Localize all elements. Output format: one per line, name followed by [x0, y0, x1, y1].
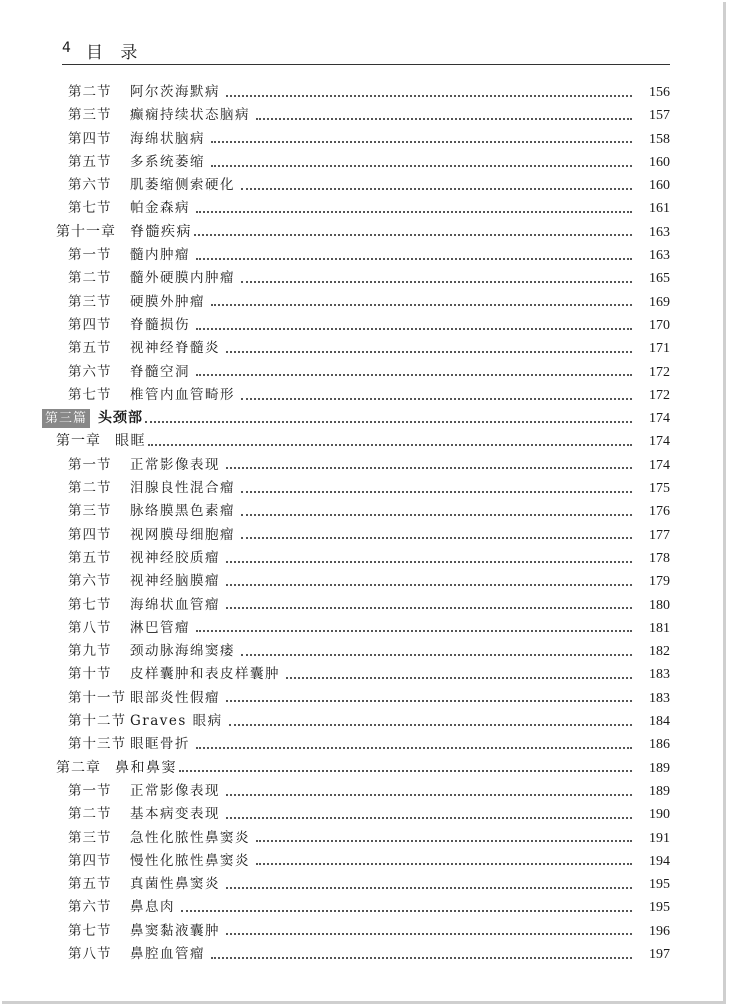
toc-section-row[interactable]: [0, 873, 670, 896]
toc-entry-number: 第七节: [68, 200, 112, 217]
toc-entry-label: [68, 710, 223, 733]
toc-entry-label: [68, 687, 220, 710]
toc-entry-title: 视网膜母细胞瘤: [130, 526, 235, 543]
dot-leader: [226, 933, 632, 935]
toc-section-row[interactable]: [0, 454, 670, 477]
toc-page-number: 157: [649, 108, 670, 124]
toc-section-row[interactable]: [0, 197, 670, 220]
toc-section-row[interactable]: [0, 780, 670, 803]
dot-leader: [241, 654, 632, 656]
toc-page-number: 169: [649, 294, 670, 310]
toc-entry-label: [68, 174, 235, 197]
toc-entry-number: 第七节: [68, 922, 112, 939]
toc-entry-title: 急性化脓性鼻窦炎: [130, 829, 250, 846]
toc-entry-label: [68, 803, 220, 826]
toc-section-row[interactable]: [0, 267, 670, 290]
toc-entry-number: 第七节: [68, 386, 112, 403]
toc-section-row[interactable]: [0, 640, 670, 663]
toc-entry-number: 第五节: [68, 549, 112, 566]
toc-entry-title: 眼眶骨折: [130, 736, 190, 753]
dot-leader: [241, 281, 632, 283]
toc-page-number: 191: [649, 830, 670, 846]
toc-entry-number: 第三节: [68, 503, 112, 520]
toc-entry-number: 第三节: [68, 293, 112, 310]
toc-entry-number: 第十二节: [68, 713, 126, 730]
toc-section-row[interactable]: [0, 827, 670, 850]
toc-chapter-row[interactable]: [0, 430, 670, 453]
page-number: 4: [62, 40, 71, 56]
toc-page-number: 161: [649, 201, 670, 217]
toc-entry-number: 第二节: [68, 480, 112, 497]
dot-leader: [226, 887, 632, 889]
toc-entry-label: [68, 151, 205, 174]
dot-leader: [241, 188, 632, 190]
toc-section-row[interactable]: [0, 920, 670, 943]
toc-chapter-row[interactable]: [0, 757, 670, 780]
toc-page-number: 165: [649, 271, 670, 287]
toc-entry-title: 泪腺良性混合瘤: [130, 480, 235, 497]
toc-entry-label: [68, 361, 190, 384]
toc-page-number: 170: [649, 317, 670, 333]
toc-entry-label: [68, 617, 190, 640]
toc-page-number: 160: [649, 178, 670, 194]
toc-page-number: 183: [649, 690, 670, 706]
dot-leader: [226, 794, 632, 796]
toc-entry-number: 第六节: [68, 573, 112, 590]
toc-entry-number: 第五节: [68, 876, 112, 893]
toc-entry-title: Graves 眼病: [130, 713, 223, 730]
toc-page-number: 189: [649, 783, 670, 799]
dot-leader: [196, 258, 632, 260]
toc-section-row[interactable]: [0, 128, 670, 151]
toc-page-number: 172: [649, 364, 670, 380]
dot-leader: [241, 514, 632, 516]
dot-leader: [148, 444, 632, 446]
toc-entry-label: [68, 594, 220, 617]
toc-entry-title: 脊髓疾病: [130, 223, 192, 240]
toc-section-row[interactable]: [0, 244, 670, 267]
toc-section-row[interactable]: [0, 104, 670, 127]
toc-entry-title: 鼻和鼻窦: [115, 759, 177, 776]
toc-section-row[interactable]: [0, 477, 670, 500]
dot-leader: [226, 817, 632, 819]
table-of-contents: [0, 81, 730, 966]
toc-page-number: 179: [649, 574, 670, 590]
dot-leader: [241, 491, 632, 493]
toc-section-row[interactable]: [0, 524, 670, 547]
toc-entry-number: 第六节: [68, 899, 112, 916]
dot-leader: [211, 141, 632, 143]
toc-entry-number: 第六节: [68, 363, 112, 380]
dot-leader: [226, 351, 632, 353]
toc-entry-number: 第一节: [68, 782, 112, 799]
toc-entry-label: [68, 244, 190, 267]
toc-entry-number: 第十节: [68, 666, 112, 683]
dot-leader: [211, 957, 632, 959]
toc-page-number: 156: [649, 85, 670, 100]
toc-entry-number: 第十一节: [68, 689, 126, 706]
toc-page-number: 160: [649, 154, 670, 170]
dot-leader: [211, 304, 632, 306]
dot-leader: [181, 910, 632, 912]
toc-entry-number: 第五节: [68, 340, 112, 357]
toc-section-row[interactable]: [0, 337, 670, 360]
toc-entry-title: 脉络膜黑色素瘤: [130, 503, 235, 520]
dot-leader: [226, 700, 632, 702]
toc-page-number: 175: [649, 481, 670, 497]
toc-entry-label: [42, 407, 143, 430]
dot-leader: [179, 770, 632, 772]
dot-leader: [226, 467, 632, 469]
dot-leader: [211, 165, 632, 167]
dot-leader: [241, 537, 632, 539]
toc-entry-label: [68, 197, 190, 220]
toc-page-number: 184: [649, 714, 670, 730]
toc-entry-title: 癫痫持续状态脑病: [130, 107, 250, 124]
toc-section-row[interactable]: [0, 81, 670, 104]
toc-entry-title: 海绵状脑病: [130, 130, 205, 147]
dot-leader: [256, 840, 632, 842]
toc-section-row[interactable]: [0, 943, 670, 966]
toc-entry-number: 第七节: [68, 596, 112, 613]
toc-entry-title: 基本病变表现: [130, 806, 220, 823]
toc-entry-title: 颈动脉海绵窦瘘: [130, 643, 235, 660]
toc-page-number: 197: [649, 946, 670, 962]
toc-entry-number: 第八节: [68, 619, 112, 636]
dot-leader: [194, 234, 632, 236]
toc-entry-title: 阿尔茨海默病: [130, 84, 220, 100]
toc-entry-label: [56, 757, 177, 780]
toc-entry-number: 第一章: [56, 433, 101, 450]
toc-chapter-row[interactable]: [0, 221, 670, 244]
toc-entry-label: [68, 128, 205, 151]
toc-entry-number: 第五节: [68, 153, 112, 170]
toc-page-number: 186: [649, 737, 670, 753]
toc-entry-label: [68, 850, 250, 873]
toc-entry-number: 第一节: [68, 456, 112, 473]
toc-entry-label: [68, 733, 190, 756]
toc-section-row[interactable]: [0, 500, 670, 523]
toc-section-row[interactable]: [0, 687, 670, 710]
toc-page-number: 177: [649, 527, 670, 543]
toc-entry-label: [56, 221, 192, 244]
dot-leader: [196, 747, 632, 749]
toc-entry-number: 第十三节: [68, 736, 126, 753]
toc-entry-number: 第十一章: [56, 223, 116, 240]
toc-entry-label: [68, 943, 205, 966]
toc-entry-label: [68, 524, 235, 547]
toc-page-number: 174: [649, 411, 670, 427]
dot-leader: [256, 118, 632, 120]
toc-section-row[interactable]: [0, 896, 670, 919]
toc-entry-number: 第一节: [68, 247, 112, 264]
dot-leader: [226, 584, 632, 586]
page-header: [62, 40, 670, 65]
toc-entry-title: 椎管内血管畸形: [130, 386, 235, 403]
toc-entry-label: [68, 640, 235, 663]
dot-leader: [226, 561, 632, 563]
toc-entry-title: 皮样囊肿和表皮样囊肿: [130, 666, 280, 683]
toc-entry-label: [68, 570, 220, 593]
toc-page-number: 181: [649, 620, 670, 636]
toc-section-row[interactable]: [0, 617, 670, 640]
dot-leader: [229, 724, 632, 726]
toc-section-row[interactable]: [0, 850, 670, 873]
toc-entry-number: 第二节: [68, 84, 112, 100]
toc-section-row[interactable]: [0, 384, 670, 407]
toc-entry-label: [68, 827, 250, 850]
toc-entry-title: 鼻腔血管瘤: [130, 945, 205, 962]
toc-entry-title: 硬膜外肿瘤: [130, 293, 205, 310]
toc-page-number: 180: [649, 597, 670, 613]
dot-leader: [226, 607, 632, 609]
toc-entry-title: 视神经脊髓炎: [130, 340, 220, 357]
toc-entry-number: 第三节: [68, 829, 112, 846]
dot-leader: [196, 211, 632, 213]
toc-entry-title: 视神经脑膜瘤: [130, 573, 220, 590]
toc-entry-number: 第四节: [68, 130, 112, 147]
toc-section-row[interactable]: [0, 710, 670, 733]
toc-section-row[interactable]: [0, 314, 670, 337]
toc-page-number: 174: [649, 434, 670, 450]
toc-entry-title: 视神经胶质瘤: [130, 549, 220, 566]
toc-entry-number: 第四节: [68, 852, 112, 869]
toc-page-number: 194: [649, 853, 670, 869]
toc-entry-label: [68, 337, 220, 360]
toc-entry-label: [68, 547, 220, 570]
toc-entry-label: [68, 873, 220, 896]
toc-page-number: 171: [649, 341, 670, 357]
toc-entry-label: [68, 500, 235, 523]
toc-entry-title: 帕金森病: [130, 200, 190, 217]
toc-section-row[interactable]: [0, 291, 670, 314]
dot-leader: [196, 374, 632, 376]
toc-page-number: 195: [649, 900, 670, 916]
toc-section-row[interactable]: [0, 803, 670, 826]
toc-page-number: 174: [649, 457, 670, 473]
dot-leader: [145, 421, 632, 423]
toc-page-number: 172: [649, 387, 670, 403]
toc-entry-title: 脊髓损伤: [130, 316, 190, 333]
toc-entry-number: 第六节: [68, 177, 112, 194]
dot-leader: [196, 630, 632, 632]
toc-section-row[interactable]: [0, 594, 670, 617]
toc-entry-title: 慢性化脓性鼻窦炎: [130, 852, 250, 869]
dot-leader: [226, 95, 632, 97]
toc-entry-label: [68, 267, 235, 290]
toc-entry-label: [68, 454, 220, 477]
dot-leader: [241, 398, 632, 400]
toc-entry-title: 鼻息肉: [130, 899, 175, 916]
toc-entry-label: [56, 430, 146, 453]
dot-leader: [286, 677, 632, 679]
toc-entry-label: [68, 314, 190, 337]
toc-entry-label: [68, 384, 235, 407]
toc-section-row[interactable]: [0, 174, 670, 197]
toc-entry-number: 第九节: [68, 643, 112, 660]
toc-section-row[interactable]: [0, 361, 670, 384]
toc-entry-number: 第二节: [68, 806, 112, 823]
toc-entry-title: 髓内肿瘤: [130, 247, 190, 264]
toc-entry-label: [68, 477, 235, 500]
toc-entry-label: [68, 663, 280, 686]
toc-entry-label: [68, 81, 220, 104]
toc-page-number: 163: [649, 248, 670, 264]
toc-entry-label: [68, 920, 220, 943]
toc-entry-title: 头颈部: [98, 410, 144, 427]
toc-entry-label: [68, 291, 205, 314]
toc-entry-title: 海绵状血管瘤: [130, 596, 220, 613]
toc-section-row[interactable]: [0, 570, 670, 593]
running-title: 目 录: [86, 43, 144, 63]
toc-page-number: 196: [649, 923, 670, 939]
toc-page-number: 182: [649, 644, 670, 660]
toc-page-number: 195: [649, 877, 670, 893]
toc-page-number: 163: [649, 224, 670, 240]
toc-page-number: 183: [649, 667, 670, 683]
toc-entry-title: 正常影像表现: [130, 456, 220, 473]
dot-leader: [256, 863, 632, 865]
toc-entry-title: 多系统萎缩: [130, 153, 205, 170]
toc-page-number: 178: [649, 550, 670, 566]
toc-entry-title: 髓外硬膜内肿瘤: [130, 270, 235, 287]
dot-leader: [196, 328, 632, 330]
toc-entry-label: [68, 780, 220, 803]
part-number-badge: 第三篇: [42, 409, 90, 428]
toc-entry-label: [68, 896, 175, 919]
toc-page-number: 189: [649, 760, 670, 776]
toc-page-number: 158: [649, 131, 670, 147]
toc-page-number: 176: [649, 504, 670, 520]
toc-entry-title: 眼部炎性假瘤: [130, 689, 220, 706]
toc-entry-number: 第二节: [68, 270, 112, 287]
toc-entry-title: 眼眶: [115, 433, 146, 450]
toc-page-number: 190: [649, 807, 670, 823]
toc-entry-title: 肌萎缩侧索硬化: [130, 177, 235, 194]
toc-entry-number: 第四节: [68, 526, 112, 543]
toc-entry-title: 正常影像表现: [130, 782, 220, 799]
toc-part-row[interactable]: [0, 407, 670, 430]
toc-entry-label: [68, 104, 250, 127]
toc-entry-title: 真菌性鼻窦炎: [130, 876, 220, 893]
toc-section-row[interactable]: [0, 547, 670, 570]
toc-entry-title: 鼻窦黏液囊肿: [130, 922, 220, 939]
toc-entry-number: 第四节: [68, 316, 112, 333]
toc-entry-title: 脊髓空洞: [130, 363, 190, 380]
toc-section-row[interactable]: [0, 151, 670, 174]
toc-entry-number: 第八节: [68, 945, 112, 962]
toc-section-row[interactable]: [0, 663, 670, 686]
toc-section-row[interactable]: [0, 733, 670, 756]
toc-entry-number: 第二章: [56, 759, 101, 776]
toc-entry-title: 淋巴管瘤: [130, 619, 190, 636]
toc-entry-number: 第三节: [68, 107, 112, 124]
